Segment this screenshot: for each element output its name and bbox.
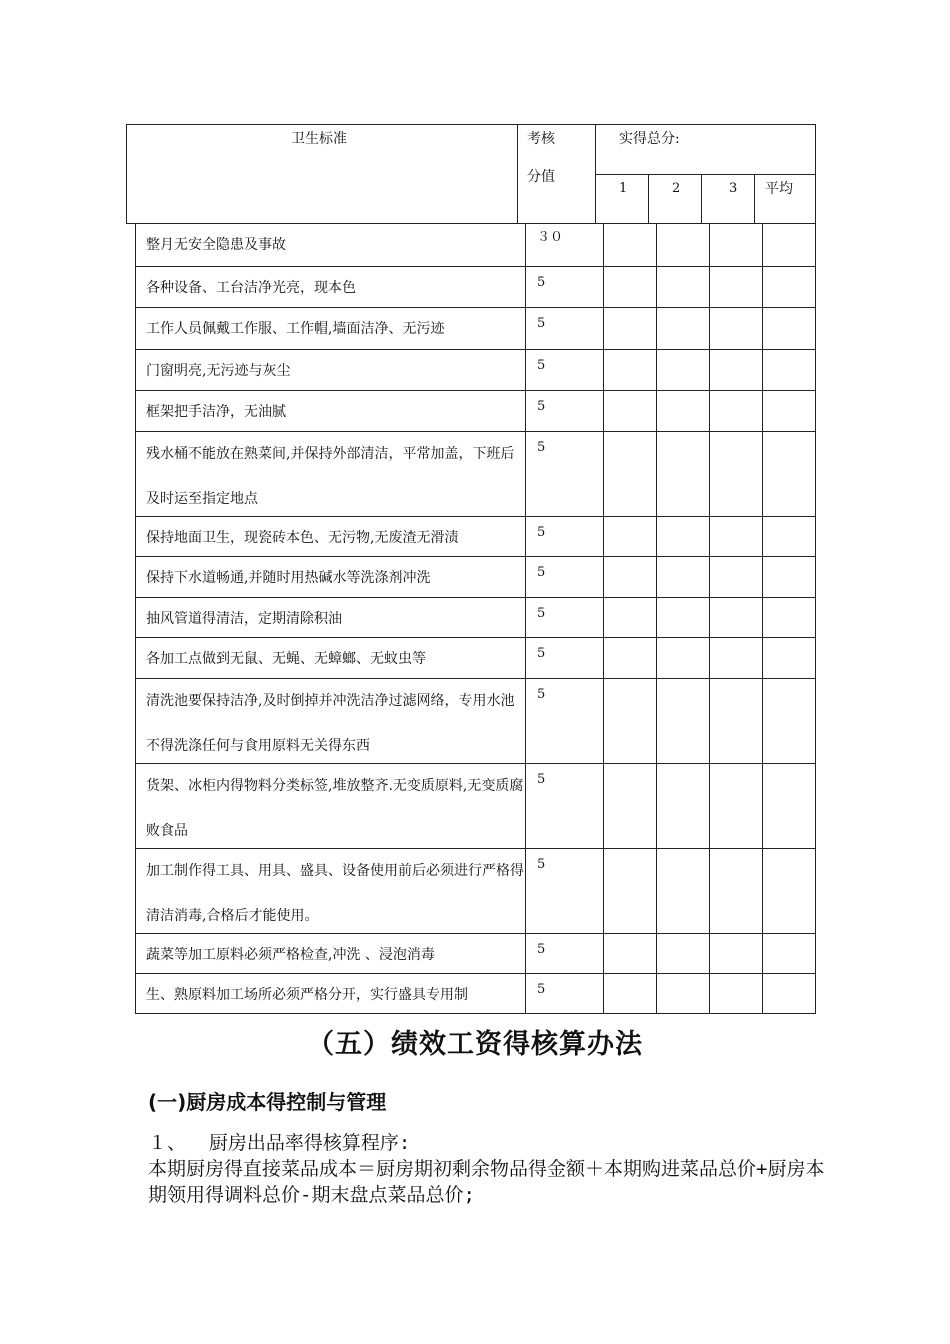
column-divider	[709, 432, 710, 516]
column-divider	[603, 557, 604, 597]
row-score: 5	[537, 857, 546, 872]
column-divider	[603, 974, 604, 1013]
row-standard-text: 各加工点做到无鼠、无蝇、无蟑螂、无蚊虫等	[146, 651, 426, 667]
table-row	[135, 391, 816, 432]
table-row	[135, 224, 816, 267]
column-divider	[709, 638, 710, 678]
table-row	[135, 638, 816, 679]
column-divider	[603, 679, 604, 763]
column-divider	[525, 350, 526, 390]
table-row	[135, 849, 816, 934]
column-divider	[656, 849, 657, 933]
column-divider	[709, 267, 710, 307]
row-standard-text: 保持下水道畅通,并随时用热碱水等洗涤剂冲洗	[146, 570, 431, 586]
header-col-1: 1	[619, 181, 628, 196]
column-divider	[762, 224, 763, 266]
header-assess-line1: 考核	[527, 131, 555, 147]
row-standard-text: 框架把手洁净，无油腻	[146, 404, 286, 420]
column-divider	[656, 974, 657, 1013]
column-divider	[709, 224, 710, 266]
column-divider	[762, 598, 763, 637]
table-row	[135, 934, 816, 974]
column-divider	[525, 267, 526, 307]
column-divider	[762, 679, 763, 763]
row-score: 5	[537, 942, 546, 957]
row-standard-text: 生、熟原料加工场所必须严格分开，实行盛具专用制	[146, 987, 468, 1003]
column-divider	[603, 350, 604, 390]
row-score: ３０	[537, 230, 564, 245]
column-divider	[709, 308, 710, 349]
column-divider	[762, 557, 763, 597]
column-divider	[709, 517, 710, 556]
column-divider	[656, 224, 657, 266]
column-divider	[762, 391, 763, 431]
column-divider	[762, 308, 763, 349]
table-row	[135, 267, 816, 308]
header-average: 平均	[765, 181, 793, 197]
row-score: 5	[537, 982, 546, 997]
column-divider	[603, 517, 604, 556]
column-divider	[762, 764, 763, 848]
row-standard-text: 门窗明亮,无污迹与灰尘	[146, 363, 291, 379]
row-standard-text: 工作人员佩戴工作服、工作帽,墙面洁净、无污迹	[146, 321, 445, 337]
column-divider	[656, 267, 657, 307]
column-divider	[603, 849, 604, 933]
column-divider	[709, 849, 710, 933]
row-standard-text: 加工制作得工具、用具、盛具、设备使用前后必须进行严格得清洁消毒,合格后才能使用。	[146, 863, 524, 924]
row-score: 5	[537, 399, 546, 414]
column-divider	[709, 934, 710, 973]
column-divider	[656, 517, 657, 556]
row-score: 5	[537, 358, 546, 373]
row-standard-text: 蔬菜等加工原料必须严格检查,冲洗 、浸泡消毒	[146, 947, 435, 963]
column-divider	[656, 432, 657, 516]
table-row	[135, 974, 816, 1014]
row-score: 5	[537, 565, 546, 580]
column-divider	[762, 849, 763, 933]
column-divider	[525, 598, 526, 637]
column-divider	[709, 679, 710, 763]
row-score: 5	[537, 440, 546, 455]
column-divider	[525, 517, 526, 556]
column-divider	[525, 679, 526, 763]
column-divider	[656, 598, 657, 637]
row-standard-text: 抽风管道得清洁，定期清除积油	[146, 611, 342, 627]
column-divider	[709, 974, 710, 1013]
column-divider	[603, 308, 604, 349]
column-divider	[525, 764, 526, 848]
column-divider	[656, 638, 657, 678]
column-divider	[656, 350, 657, 390]
column-divider	[709, 350, 710, 390]
column-divider	[762, 517, 763, 556]
column-divider	[709, 557, 710, 597]
table-header	[126, 124, 816, 224]
column-divider	[603, 638, 604, 678]
header-assess-line2: 分值	[527, 169, 555, 185]
column-divider	[525, 974, 526, 1013]
column-divider	[525, 391, 526, 431]
row-standard-text: 整月无安全隐患及事故	[146, 237, 286, 253]
column-divider	[762, 638, 763, 678]
table-row	[135, 308, 816, 350]
column-divider	[603, 267, 604, 307]
column-divider	[656, 764, 657, 848]
column-divider	[603, 598, 604, 637]
table-row	[135, 557, 816, 598]
column-divider	[762, 974, 763, 1013]
column-divider	[525, 224, 526, 266]
column-divider	[709, 598, 710, 637]
column-divider	[525, 557, 526, 597]
header-total: 实得总分:	[619, 131, 680, 147]
table-row	[135, 764, 816, 849]
row-standard-text: 各种设备、工台洁净光亮，现本色	[146, 280, 356, 296]
column-divider	[603, 391, 604, 431]
column-divider	[603, 934, 604, 973]
row-score: 5	[537, 606, 546, 621]
row-standard-text: 残水桶不能放在熟菜间,并保持外部清洁，平常加盖，下班后及时运至指定地点	[146, 446, 515, 507]
column-divider	[525, 308, 526, 349]
table-row	[135, 598, 816, 638]
column-divider	[709, 391, 710, 431]
table-row	[135, 432, 816, 517]
row-score: 5	[537, 316, 546, 331]
row-standard-text: 货架、冰柜内得物料分类标签,堆放整齐.无变质原料,无变质腐败食品	[146, 778, 524, 839]
column-divider	[603, 224, 604, 266]
row-standard-text: 保持地面卫生，现瓷砖本色、无污物,无废渣无滑渍	[146, 530, 459, 546]
column-divider	[656, 391, 657, 431]
column-divider	[525, 638, 526, 678]
table-row	[135, 517, 816, 557]
column-divider	[656, 934, 657, 973]
table-row	[135, 350, 816, 391]
column-divider	[525, 432, 526, 516]
section-title: （五）绩效工资得核算办法	[307, 1029, 643, 1060]
formula-text: 本期厨房得直接菜品成本＝厨房期初剩余物品得金额＋本期购进菜品总价+厨房本期领用得调料总价-期末盘点菜品总价;	[148, 1158, 825, 1206]
row-score: 5	[537, 687, 546, 702]
item-1: １、 厨房出品率得核算程序:	[148, 1132, 411, 1154]
column-divider	[762, 267, 763, 307]
column-divider	[525, 934, 526, 973]
header-col-2: 2	[672, 181, 681, 196]
row-score: 5	[537, 772, 546, 787]
column-divider	[762, 350, 763, 390]
header-standard: 卫生标准	[291, 131, 347, 147]
column-divider	[762, 934, 763, 973]
subsection-title: (一)厨房成本得控制与管理	[148, 1090, 387, 1114]
column-divider	[525, 849, 526, 933]
column-divider	[603, 764, 604, 848]
column-divider	[656, 557, 657, 597]
column-divider	[709, 764, 710, 848]
header-col-3: 3	[729, 181, 738, 196]
column-divider	[656, 679, 657, 763]
column-divider	[603, 432, 604, 516]
table-row	[135, 679, 816, 764]
row-score: 5	[537, 275, 546, 290]
row-score: 5	[537, 525, 546, 540]
column-divider	[656, 308, 657, 349]
column-divider	[762, 432, 763, 516]
row-score: 5	[537, 646, 546, 661]
row-standard-text: 清洗池要保持洁净,及时倒掉并冲洗洁净过滤网络，专用水池不得洗涤任何与食用原料无关得东西	[146, 693, 515, 754]
